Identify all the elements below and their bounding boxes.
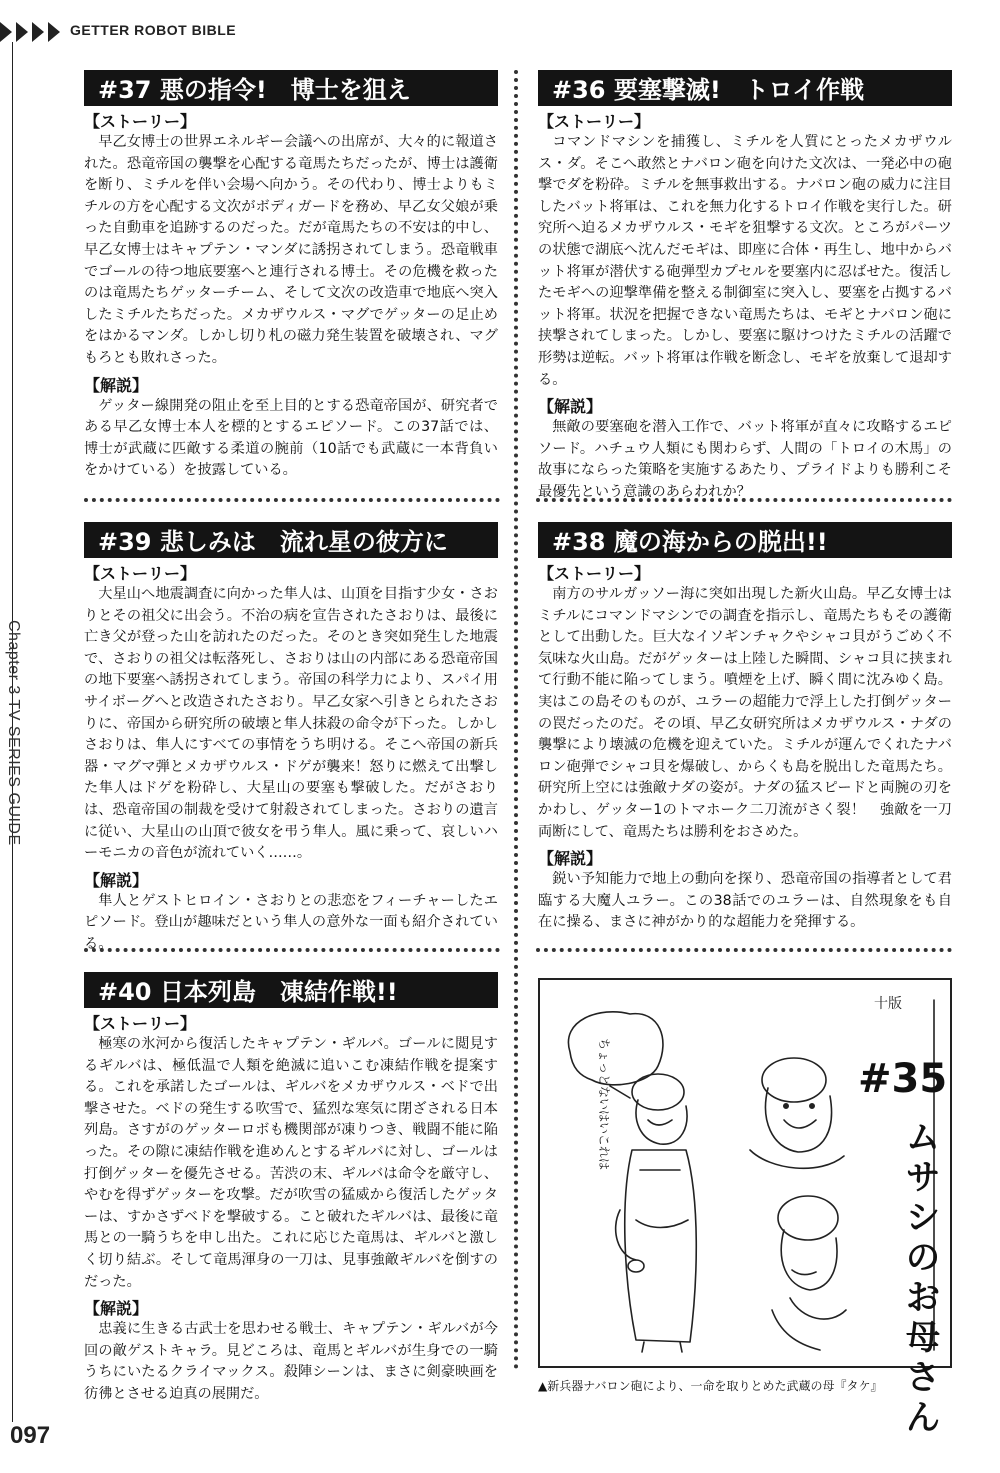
episode-title: #37 悪の指令! 博士を狙え [84,70,498,106]
story-heading: 【ストーリー】 [84,1014,197,1033]
sketch-drawing [540,980,950,1366]
comment-heading: 【解説】 [84,1299,149,1319]
episode-37 [84,70,498,482]
episode-38 [538,522,952,934]
story-text: 大星山へ地震調査に向かった隼人は、山頂を目指す少女・さおりとその祖父に出会う。不治の病を宣告されたさおりは、最後に亡き父が登った山を訪れたのだった。そのとき突如発生した地震で、さおりの祖父は転落死し、さおりは山の内部にある恐竜帝国の地下要塞へ誘拐されてしまう。帝国の科学力により、スパイ用サイボーグへと改造されたさおり。早乙女家へ引きとられたさおりに、帝国から研究所の破壊と隼人抹殺の命令が下った。しかしさおりは、隼人にすべての事情をうち明ける。そこへ帝国の新兵器・マグマ弾とメカザウルス・ドゲが襲来！怒りに燃えて出撃した隼人はドゲを粉砕し、大星山の要塞も撃破した。だがさおりは、恐竜帝国の制裁を受けて射殺されてしまった。さおりの遺言に従い、大星山の山頂で彼女を弔う隼人。風に乗って、哀しいハーモニカの音色が流れていく……。 [84,586,498,862]
story-text: 極寒の氷河から復活したキャプテン・ギルバ。ゴールに閲見するギルバは、極低温で人類を絶滅に追いこむ凍結作戦を提案する。これを承諾したゴールは、ギルバをメカザウルス・ベドで出撃させた。ベドの発生する吹雪で、猛烈な寒気に閉ざされる日本列島。さすがのゲッターロボも機関部が凍りつき、戦闘不能に陥った。その隙に凍結作戦を進めんとするギルバに対し、ゴールは打倒ゲッターを優先させる。苦渋の末、ギルバは命令を厳守し、やむを得ずゲッターを攻撃。だが吹雪の猛威から復活したゲッターは、すかさずベドを撃破する。こと破れたギルバは、最後に竜馬との一騎うちを申し出た。これに応じた竜馬は、ギルバと激しく切り結ぶ。そして竜馬渾身の一刀は、見事強敵ギルバを倒すのだった。 [84,1036,498,1290]
comment-heading: 【解説】 [84,375,149,395]
episode-title: #38 魔の海からの脱出!! [538,522,952,558]
hair-profile [778,1196,838,1240]
book-title: GETTER ROBOT BIBLE [70,22,237,38]
comment-heading: 【解説】 [538,397,603,417]
episode-39 [84,522,498,956]
chapter-label: Chapter 3 TV SERIES GUIDE [5,620,22,846]
hair-bun-left [632,1074,684,1110]
story-heading: 【ストーリー】 [538,112,651,131]
handwritten-title: ムサシのお母さん [906,1118,940,1438]
comment-text: 隼人とゲストヒロイン・さおりとの悲恋をフィーチャーしたエピソード。登山が趣味だという隼人の意外な一面も紹介されている。 [84,892,498,952]
comment-text: 鋭い予知能力で地上の動向を探り、恐竜帝国の指導者として君臨する大魔人ユラー。この38話でのユラーは、自然現象をも自在に操る、まさに神がかり的な超能力を発揮する。 [538,871,952,931]
comment-heading: 【解説】 [538,849,603,869]
comment-text: ゲッター線開発の阻止を至上目的とする恐竜帝国が、研究者である早乙女博士本人を標的とするエピソード。この37話では、博士が武蔵に匹敵する柔道の腕前（10話でも武蔵に一本背負いをかけている）を披露している。 [84,397,498,479]
speech-note: ちょっとないはいこれは [597,1038,611,1171]
episode-36 [538,70,952,504]
episode-title: #40 日本列島 凍結作戦!! [84,972,498,1008]
corner-note: 十版 [874,996,902,1012]
speech-bubble [568,1012,663,1085]
kimono-body-left [625,1150,697,1342]
episode-40 [84,972,498,1406]
hair-right [762,1058,826,1102]
story-text: 南方のサルガッソー海に突如出現した新火山島。早乙女博士はミチルにコマンドマシンでの調査を指示し、竜馬たちもその護衛として出動した。巨大なイソギンチャクやシャコ貝がうごめく不気味な火山島。だがゲッターは上陸した瞬間、シャコ貝に挟まれて行動不能に陥ってしまう。噴煙を上げ、瞬く間に沈みゆく島。実はこの島そのものが、ユラーの超能力で浮上した打倒ゲッターの罠だったのだ。その頃、早乙女研究所はメカザウルス・ナダの襲撃により壊滅の危機を迎えていた。ミチルが運んでくれたナバロン砲弾でシャコ貝を爆破し、からくも島を脱出した竜馬たち。研究所上空には強敵ナダの姿が。ナダの猛スピードと両腕の刃をかわし、ゲッター1のトマホーク二刀流がさく裂！ 強敵を一刀両断にして、竜馬たちは勝利をおさめた。 [538,586,952,840]
story-heading: 【ストーリー】 [538,564,651,583]
episode-title: #39 悲しみは 流れ星の彼方に [84,522,498,558]
divider-row2-right [536,948,952,952]
episode-title: #36 要塞撃滅! トロイ作戦 [538,70,952,106]
divider-row1-left [84,498,500,502]
story-heading: 【ストーリー】 [84,112,197,131]
story-heading: 【ストーリー】 [84,564,197,583]
story-text: 早乙女博士の世界エネルギー会議への出席が、大々的に報道された。恐竜帝国の襲撃を心配する竜馬たちだったが、博士は護衛を断り、ミチルを伴い会場へ向かう。その代わり、博士よりもミチルの方を心配する文次がボディガードを務め、早乙女父娘が乗った自動車を追跡するのだった。だが竜馬たちの不安は的中し、早乙女博士はキャプテン・マンダに誘拐されてしまう。恐竜戦車でゴールの待つ地底要塞へと連行される博士。その危機を救ったのは竜馬たちゲッターチーム、そして文次の改造車で地底へ突入したミチルたちだった。メカザウルス・マグでゲッターの足止めをはかるマンダ。しかし切り札の磁力発生装置を破壊され、マグもろとも敗れさった。 [84,134,498,366]
divider-vertical [514,70,518,1370]
comment-text: 忠義に生きる古武士を思わせる戦士、キャプテン・ギルバが今回の敵ゲストキャラ。見どころは、竜馬とギルバが生身での一騎うちにいたるクライマックス。殺陣シーンは、まさに剣豪映画を彷彿とさせる迫真の展開だ。 [84,1321,498,1402]
comment-heading: 【解説】 [84,870,149,890]
page-number: 097 [10,1422,51,1449]
episode-mark: #35 [858,1056,948,1102]
illustration-caption: ▲新兵器ナバロン砲により、一命を取りとめた武蔵の母『タケ』 [538,1379,883,1393]
comment-text: 無敵の要塞砲を潜入工作で、バット将軍が直々に攻略するエピソード。ハチュウ人類にも関わらず、人間の「トロイの木馬」の故事にならった策略を実施するあたり、プライドよりも勝利こそ最優先という意識のあらわれか？ [538,419,952,500]
story-text: コマンドマシンを捕獲し、ミチルを人質にとったメカザウルス・ダ。そこへ敢然とナバロン砲を向けた文次は、一発必中の砲撃でダを粉砕。ミチルを無事救出する。ナバロン砲の威力に注目したバット将軍は、これを無力化するトロイ作戦を実行した。研究所へ迫るメカザウルス・モギを狙撃する文次。ところがパーツの状態で湖底へ沈んだモギは、即座に合体・再生し、地中からバット将軍が潜伏する砲弾型カプセルを要塞内に忍ばせた。復活したモギへの迎撃準備を整える制御室に突入し、要塞を占拠するバット将軍。状況を把握できない竜馬たちは、モギとナバロン砲に挟撃されてしまった。しかし、要塞に駆けつけたミチルの活躍で形勢は逆転。バット将軍は作戦を断念し、モギを放棄して退却する。 [538,134,952,388]
